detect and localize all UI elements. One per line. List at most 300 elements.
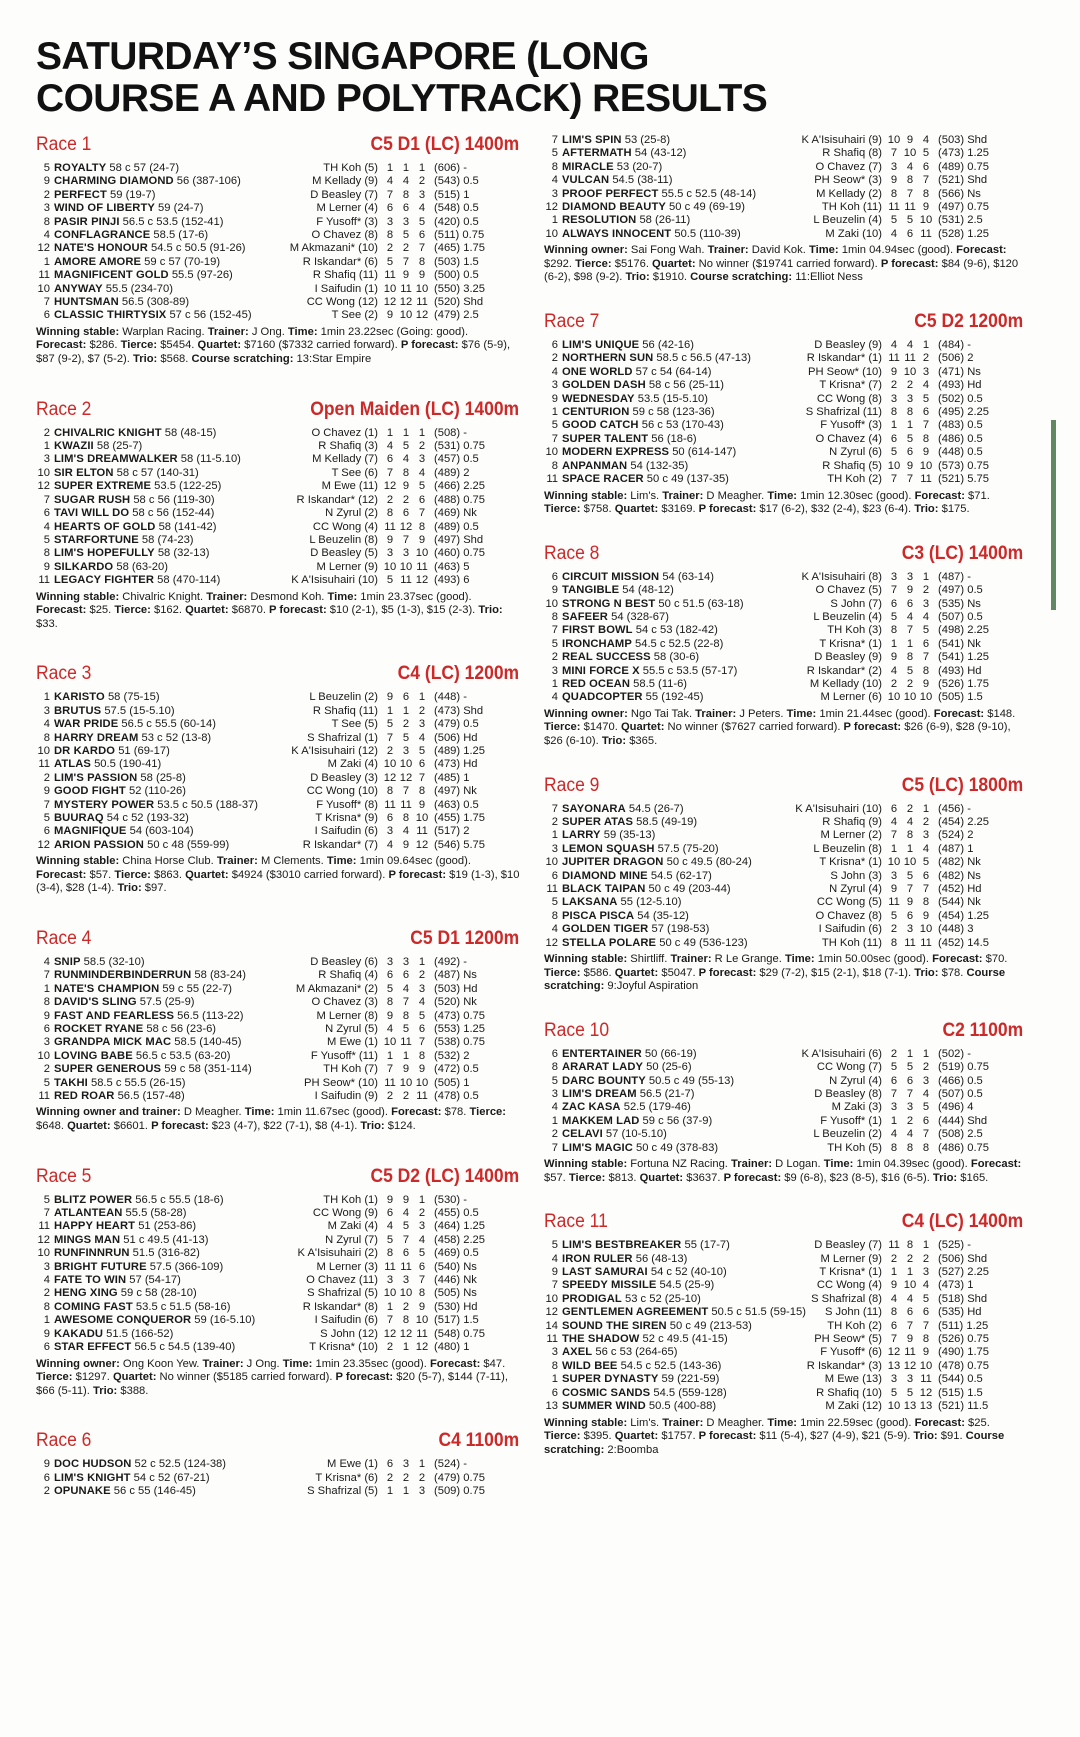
horse-number: 12: [545, 936, 558, 949]
finish-position: 10: [919, 214, 933, 227]
table-row: [36, 440, 520, 453]
table-row: [36, 1247, 520, 1260]
position-1: 10: [887, 459, 901, 472]
horse-weight: 53 c 52 (25-10): [621, 1292, 701, 1305]
position-1: 12: [887, 1346, 901, 1359]
finish-position: 4: [418, 202, 426, 215]
race-section: [544, 775, 1024, 994]
finish-position: 9: [418, 1063, 426, 1076]
finish-position: 10: [919, 1359, 933, 1372]
summary-label: P forecast:: [151, 1120, 209, 1133]
summary-label: Quartet:: [614, 503, 659, 516]
finish-position: 8: [922, 896, 930, 909]
table-row: [36, 1010, 520, 1023]
jockey: M Kellady (10): [809, 677, 882, 690]
section-gap: [544, 994, 1024, 1020]
jockey: D Beasley (8): [814, 1088, 882, 1100]
race-header: [36, 1430, 519, 1452]
jockey: T Krisna* (7): [819, 379, 882, 392]
summary-text: D Meagher.: [180, 1106, 245, 1119]
table-row: [36, 983, 520, 996]
horse-entry: [562, 473, 789, 486]
horse-name: STRONG N BEST: [562, 597, 656, 610]
weight-margin: (532) 2: [434, 1049, 470, 1062]
table-row: [36, 283, 520, 296]
weight-margin: (538) 0.75: [434, 1036, 485, 1049]
finish-position: 11: [920, 1373, 932, 1386]
summary-label: Trio:: [117, 882, 142, 895]
summary-label: Forecast:: [36, 604, 87, 617]
horse-entry: [54, 189, 278, 202]
position-2: 3: [906, 570, 914, 583]
finish-position: 1: [418, 426, 426, 439]
race-class: C5 D1 1200m: [410, 927, 520, 949]
table-row: [36, 296, 520, 309]
finish-position: 1: [922, 802, 930, 815]
jockey: CC Wong (8): [816, 392, 882, 405]
table-row: [544, 228, 1024, 241]
horse-weight: 52 c 49.5 (41-15): [639, 1333, 728, 1346]
summary-text: 1min 12.30sec (good).: [797, 489, 915, 502]
summary-label: Time:: [326, 855, 357, 868]
position-2: 6: [402, 202, 410, 215]
summary-text: $162.: [150, 604, 186, 617]
horse-name: LIM'S DREAMWALKER: [54, 453, 178, 466]
finish-position: 10: [919, 459, 933, 472]
table-row: [36, 732, 520, 745]
horse-weight: 50 (25-6): [643, 1061, 692, 1074]
horse-number: 4: [43, 229, 50, 242]
position-2: 1: [402, 1049, 410, 1062]
summary-text: $78.: [938, 966, 967, 979]
horse-weight: 59 (35-13): [600, 829, 656, 842]
horse-number: 4: [43, 1274, 50, 1287]
jockey: K A'Isisuhairi (8): [801, 570, 882, 583]
summary-label: Trio:: [914, 966, 939, 979]
position-1: 9: [386, 533, 394, 546]
jockey: T Krisna* (6): [315, 1471, 378, 1484]
table-row: [36, 269, 520, 282]
position-1: 3: [890, 1373, 898, 1386]
horse-entry: [562, 339, 789, 352]
position-1: 4: [890, 815, 898, 828]
horse-entry: [54, 1077, 283, 1090]
race-section: [36, 134, 520, 367]
jockey: O Chavez (5): [815, 584, 882, 597]
horse-entry: [54, 427, 275, 440]
table-row: [544, 803, 1024, 816]
horse-entry: [562, 188, 788, 201]
position-1: 8: [386, 996, 394, 1009]
race-class: C5 D2 (LC) 1400m: [370, 1165, 520, 1187]
horse-name: CLASSIC THIRTYSIX: [54, 309, 167, 322]
results-table: [544, 571, 1024, 705]
jockey: K A'Isisuhairi (2): [297, 1247, 378, 1260]
finish-position: 6: [418, 758, 426, 771]
position-1: 9: [890, 174, 898, 187]
horse-entry: [562, 1306, 807, 1319]
horse-number: 12: [545, 201, 558, 214]
position-2: 3: [402, 547, 410, 560]
jockey: M Lerner (9): [316, 560, 378, 573]
horse-weight: 50 c 51.5 (63-18): [655, 597, 744, 610]
summary-text: $29 (7-2), $15 (2-1), $18 (7-1).: [756, 966, 915, 979]
weight-margin: (505) 1: [434, 1076, 470, 1089]
weight-margin: (448) -: [434, 691, 467, 704]
position-2: 5: [402, 1023, 410, 1035]
horse-number: 1: [43, 691, 50, 704]
horse-weight: 57 (10-5.10): [602, 1128, 667, 1141]
weight-margin: (521) 11.5: [938, 1400, 989, 1413]
finish-position: 4: [922, 842, 930, 855]
horse-weight: 56.5 (21-7): [636, 1088, 695, 1100]
horse-name: RUNMINDERBINDERRUN: [54, 969, 192, 982]
position-1: 9: [386, 309, 394, 322]
horse-entry: [54, 1247, 285, 1260]
horse-name: GOLDEN DASH: [562, 379, 646, 392]
position-2: 3: [402, 955, 410, 968]
summary-label: Trainer:: [695, 707, 737, 720]
position-2: 3: [402, 1458, 410, 1471]
horse-number: 12: [37, 1233, 50, 1246]
horse-name: LEMON SQUASH: [562, 842, 655, 855]
table-row: [544, 923, 1024, 936]
position-1: 1: [890, 842, 898, 855]
table-row: [36, 534, 520, 547]
position-2: 10: [903, 147, 917, 160]
weight-margin: (550) 3.25: [434, 282, 485, 295]
summary-text: 9:Joyful Aspiration: [604, 980, 699, 993]
table-row: [36, 839, 520, 852]
finish-position: 5: [418, 1247, 426, 1260]
table-row: [544, 843, 1024, 856]
finish-position: 8: [418, 1287, 426, 1300]
position-2: 8: [402, 1009, 410, 1022]
finish-position: 7: [418, 242, 426, 255]
finish-position: 12: [919, 1386, 933, 1399]
weight-margin: (531) 2.5: [938, 214, 983, 227]
horse-name: CIRCUIT MISSION: [562, 570, 660, 583]
weight-margin: (544) Nk: [938, 896, 981, 909]
jockey: K A'Isisuhairi (9): [801, 134, 882, 146]
position-1: 4: [890, 1128, 898, 1141]
race-name: Race 5: [36, 1165, 92, 1187]
horse-entry: [562, 937, 781, 950]
weight-margin: (479) 2.5: [434, 309, 479, 322]
weight-margin: (515) 1.5: [938, 1386, 983, 1399]
horse-entry: [54, 785, 281, 798]
summary-text: $25.: [86, 604, 115, 617]
table-row: [544, 816, 1024, 829]
horse-entry: [54, 839, 281, 852]
summary-text: $286.: [86, 339, 121, 352]
table-row: [544, 584, 1024, 597]
position-2: 4: [906, 815, 914, 828]
horse-name: RESOLUTION: [562, 214, 637, 227]
horse-number: 4: [551, 365, 558, 378]
weight-margin: (489) 0.75: [938, 160, 989, 173]
summary-label: Winning stable:: [36, 325, 120, 338]
summary-text: $175.: [938, 503, 970, 516]
horse-entry: [562, 1266, 807, 1279]
horse-name: JUPITER DRAGON: [562, 856, 664, 869]
finish-position: 3: [922, 597, 930, 610]
horse-weight: 59 c 58 (28-10): [117, 1287, 197, 1300]
finish-position: 3: [418, 718, 426, 731]
position-1: 1: [386, 426, 394, 439]
section-gap: [544, 285, 1024, 311]
horse-name: COMING FAST: [54, 1300, 133, 1313]
table-row: [36, 1234, 520, 1247]
summary-label: Tierce:: [544, 721, 581, 734]
jockey: T Krisna* (1): [819, 856, 882, 869]
table-row: [36, 521, 520, 534]
position-1: 3: [890, 160, 898, 173]
jockey: O Chavez (8): [815, 909, 882, 922]
horse-name: SPACE RACER: [562, 473, 644, 486]
position-2: 10: [903, 856, 917, 869]
horse-weight: 59 c 55 (22-7): [159, 982, 233, 995]
jockey: CC Wong (7): [816, 1061, 882, 1074]
jockey: N Zyrul (4): [829, 1074, 882, 1087]
position-1: 11: [384, 798, 396, 811]
horse-weight: 54 c 52 (193-32): [103, 811, 189, 824]
weight-margin: (495) 2.25: [938, 406, 989, 419]
jockey: K A'Isisuhairi (12): [291, 744, 378, 757]
race-class: C2 1100m: [942, 1019, 1024, 1041]
horse-name: TAKHI: [54, 1076, 88, 1089]
horse-weight: 54.5 (25-9): [656, 1279, 715, 1292]
horse-name: SAFEER: [562, 610, 608, 623]
horse-number: 7: [551, 624, 558, 637]
finish-position: 6: [922, 637, 930, 650]
position-2: 1: [402, 426, 410, 439]
race-class: C5 (LC) 1800m: [901, 774, 1024, 796]
horse-weight: 58 (470-114): [154, 574, 221, 587]
position-1: 8: [386, 229, 394, 242]
position-1: 1: [386, 704, 394, 717]
results-table: [36, 162, 520, 323]
weight-margin: (502) -: [938, 1047, 971, 1060]
jockey: T See (5): [331, 718, 378, 731]
table-row: [544, 446, 1024, 459]
horse-entry: [562, 366, 789, 379]
finish-position: 3: [922, 1266, 930, 1279]
summary-label: P forecast:: [698, 966, 757, 979]
jockey: TH Koh (11): [821, 936, 882, 949]
weight-margin: (420) 0.5: [434, 215, 479, 228]
position-1: 10: [887, 691, 901, 704]
horse-entry: [562, 843, 781, 856]
horse-name: ARION PASSION: [54, 838, 144, 851]
summary-label: Quartet:: [614, 966, 659, 979]
horse-weight: 53 c 52 (13-8): [138, 731, 212, 744]
position-1: 7: [890, 1088, 898, 1100]
weight-margin: (507) 0.5: [938, 610, 983, 623]
horse-number: 8: [43, 215, 50, 228]
horse-name: PISCA PISCA: [562, 909, 635, 922]
position-2: 1: [402, 1341, 410, 1354]
horse-entry: [54, 825, 281, 838]
jockey: K A'Isisuhairi (10): [795, 802, 882, 815]
jockey: O Chavez (11): [306, 1274, 378, 1287]
horse-name: PROOF PERFECT: [562, 187, 659, 200]
position-2: 8: [906, 1141, 914, 1154]
position-1: 2: [890, 677, 898, 690]
table-row: [544, 1387, 1024, 1400]
table-row: [544, 1075, 1024, 1088]
position-1: 3: [386, 1274, 394, 1287]
position-2: 8: [906, 406, 914, 419]
summary-text: $863.: [150, 868, 186, 881]
table-row: [36, 427, 520, 440]
weight-margin: (454) 1.25: [938, 909, 989, 922]
position-1: 10: [383, 1036, 397, 1049]
finish-position: 3: [418, 453, 426, 466]
summary-text: $5047.: [658, 966, 699, 979]
position-2: 3: [906, 1101, 914, 1114]
weight-margin: (458) 2.25: [434, 1233, 485, 1246]
results-table: [36, 1458, 520, 1498]
horse-weight: 50 c 49 (536-123): [656, 936, 748, 949]
horse-number: 5: [551, 419, 558, 432]
horse-number: 6: [551, 1386, 558, 1399]
horse-name: LIM'S HOPEFULLY: [54, 547, 155, 560]
summary-text: No winner ($19741 carried forward).: [695, 257, 881, 270]
horse-number: 3: [551, 187, 558, 200]
weight-margin: (469) Nk: [434, 507, 477, 520]
horse-weight: 50 c 49 (69-19): [665, 201, 745, 214]
weight-margin: (452) 14.5: [938, 936, 989, 949]
summary-label: Time:: [244, 1106, 275, 1119]
summary-label: Forecast:: [36, 339, 87, 352]
weight-margin: (503) Hd: [434, 982, 478, 995]
position-2: 10: [399, 309, 413, 322]
summary-label: Tierce:: [120, 339, 158, 352]
horse-name: DR KARDO: [54, 744, 116, 757]
summary-label: Forecast:: [932, 953, 983, 965]
horse-number: 10: [545, 1292, 558, 1305]
table-row: [544, 638, 1024, 651]
position-2: 5: [906, 1386, 914, 1399]
finish-position: 4: [418, 731, 426, 744]
table-row: [544, 214, 1024, 227]
summary-text: 1min 23.35sec (good).: [312, 1357, 430, 1370]
jockey: D Beasley (9): [814, 651, 882, 664]
horse-entry: [54, 467, 275, 480]
horse-name: PERFECT: [54, 188, 107, 201]
position-1: 3: [890, 869, 898, 882]
jockey: S Shafrizal (11): [805, 406, 882, 419]
finish-position: 8: [418, 520, 426, 533]
horse-number: 12: [37, 242, 50, 255]
jockey: S John (3): [830, 869, 882, 882]
finish-position: 10: [415, 1314, 429, 1327]
finish-position: 3: [922, 1074, 930, 1087]
finish-position: 6: [418, 229, 426, 242]
table-row: [544, 1253, 1024, 1266]
horse-name: RED ROAR: [54, 1090, 115, 1103]
jockey: L Beuzelin (2): [813, 1128, 882, 1141]
horse-weight: 58 c 56 (23-6): [143, 1023, 217, 1035]
horse-entry: [562, 352, 789, 365]
horse-weight: 50 c 49.5 (80-24): [663, 856, 752, 869]
table-row: [36, 1023, 520, 1036]
horse-name: ARARAT LADY: [562, 1061, 644, 1074]
horse-number: 3: [43, 453, 50, 466]
position-2: 4: [906, 1128, 914, 1141]
horse-entry: [54, 283, 278, 296]
position-1: 7: [890, 147, 898, 160]
section-gap: [544, 1185, 1024, 1211]
weight-margin: (492) -: [434, 955, 467, 968]
finish-position: 11: [416, 1090, 428, 1103]
position-1: 6: [386, 969, 394, 982]
jockey: I Saifudin (6): [314, 825, 378, 838]
finish-position: 12: [415, 1341, 429, 1354]
weight-margin: (573) 0.75: [938, 459, 989, 472]
position-2: 9: [906, 584, 914, 597]
jockey: I Saifudin (9): [314, 1090, 378, 1103]
race-summary: [544, 490, 1024, 517]
summary-text: J Peters.: [736, 707, 787, 720]
horse-weight: 58 (25-7): [93, 440, 143, 453]
summary-label: Quartet:: [614, 1430, 659, 1443]
position-1: 8: [890, 187, 898, 200]
summary-text: $91.: [937, 1430, 966, 1443]
summary-label: P forecast:: [880, 257, 939, 270]
horse-entry: [562, 1387, 807, 1400]
horse-name: ANPANMAN: [562, 459, 628, 472]
horse-number: 2: [43, 1485, 50, 1498]
horse-weight: 54 (35-12): [634, 909, 689, 922]
position-2: 9: [906, 1333, 914, 1346]
horse-weight: 58.5 (140-45): [171, 1036, 242, 1049]
horse-weight: 54 (63-14): [659, 570, 714, 583]
race-class: C4 (LC) 1400m: [901, 1211, 1024, 1233]
horse-number: 5: [43, 811, 50, 824]
jockey: L Beuzelin (8): [309, 533, 378, 546]
horse-number: 11: [38, 1090, 50, 1103]
finish-position: 9: [922, 446, 930, 459]
weight-margin: (524) -: [434, 1458, 467, 1471]
position-1: 4: [386, 838, 394, 851]
horse-number: 2: [43, 1287, 50, 1300]
horse-weight: 59 (221-59): [658, 1373, 720, 1386]
position-2: 8: [906, 174, 914, 187]
horse-name: CENTURION: [562, 406, 630, 419]
results-table: [544, 803, 1024, 950]
horse-name: CELAVI: [562, 1128, 603, 1141]
weight-margin: (526) 1.75: [938, 677, 989, 690]
horse-weight: 54.5 (62-17): [647, 869, 712, 882]
table-row: [36, 1077, 520, 1090]
horse-number: 7: [43, 1207, 50, 1220]
horse-number: 6: [43, 1471, 50, 1484]
horse-name: SUPER DYNASTY: [562, 1373, 659, 1386]
horse-number: 7: [551, 1279, 558, 1292]
adjacent-page-strip: [1051, 420, 1056, 610]
summary-label: Trainer:: [707, 244, 749, 257]
finish-position: 5: [922, 856, 930, 869]
jockey: M Zaki (10): [825, 227, 882, 240]
table-row: [544, 937, 1024, 950]
finish-position: 9: [418, 533, 426, 546]
summary-label: Winning owner:: [544, 707, 628, 720]
jockey: R Shafiq (9): [822, 815, 882, 828]
horse-number: 9: [551, 584, 558, 597]
jockey: R Shafiq (4): [318, 969, 378, 982]
